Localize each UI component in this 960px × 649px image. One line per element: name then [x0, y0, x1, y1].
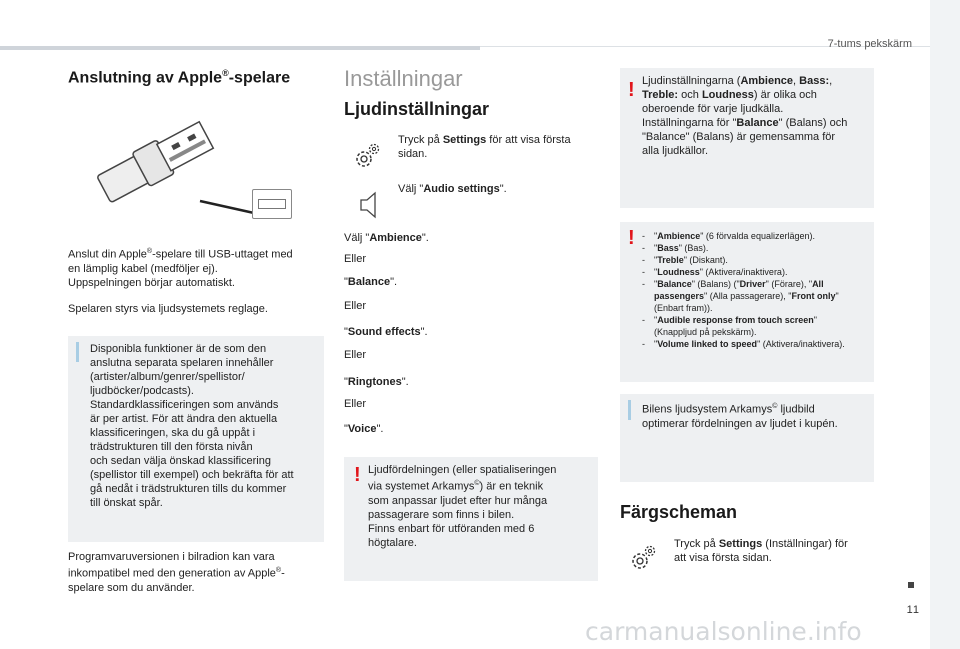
audio-options-list [642, 230, 874, 350]
speaker-icon [358, 190, 388, 220]
section-title-audio: Ljudinställningar [344, 99, 490, 119]
option-sound-effects: "Sound effects". [344, 326, 428, 338]
list-item: passengers" (Alla passagerare), "Front only" [654, 291, 839, 301]
option-voice: "Voice". [344, 423, 384, 435]
option-or-4: Eller [344, 398, 367, 410]
list-item: - "Loudness" (Aktivera/inaktivera). [642, 267, 788, 277]
paragraph-connect: Anslut din Apple®-spelare till USB-uttaget med en lämplig kabel (medföljer ej). Uppspelningen börjar automatiskt. [68, 248, 293, 289]
page-title-settings: Inställningar [344, 66, 463, 91]
option-balance: "Balance". [344, 276, 398, 288]
usb-illustration [68, 103, 324, 221]
page-side-margin [930, 0, 960, 649]
running-header: 7-tums pekskärm [827, 38, 912, 50]
paragraph-controls: Spelaren styrs via ljudsystemets reglage. [68, 302, 268, 315]
warning-box-settings [620, 68, 874, 208]
option-ambience: Välj "Ambience". [344, 232, 429, 244]
settings-gear-icon [352, 142, 382, 172]
section-title-apple: Anslutning av Apple®-spelare [68, 68, 291, 87]
column-apple-player [68, 68, 324, 316]
list-item: - "Ambience" (6 förvalda equalizerlägen). [642, 231, 815, 241]
info-box-arkamys [620, 394, 874, 482]
paragraph-compat: Programvaruversionen i bilradion kan vara inkompatibel med den generation av Apple®- spelare som du använder. [68, 551, 285, 594]
list-item: (Enbart fram)). [654, 303, 713, 313]
warning-box-list [620, 222, 874, 382]
info-text-functions: Disponibla funktioner är de som den anslutna separata spelaren innehåller (artister/album/genrer/spellistor/ ljudböcker/podcasts). Standardklassificeringen som används är per artist. För att ändra den aktuella klassificeringen, ska du gå uppåt i trädstrukturen till den första nivån och sedan välja önskad klassificering (spellistor till exempel) och bekräfta för att gå nedåt i trädstrukturen tills du kommer till önskat spår. [90, 343, 294, 509]
option-or-3: Eller [344, 349, 367, 361]
page-marker [908, 582, 914, 588]
step-open-settings: Tryck på Settings för att visa första sidan. [398, 134, 571, 160]
warning-icon: ! [628, 79, 635, 101]
warning-icon: ! [628, 227, 635, 249]
list-item: - "Bass" (Bas). [642, 243, 709, 253]
header-rule-left [0, 46, 480, 50]
watermark: carmanualsonline.info [585, 617, 862, 646]
warning-text-spatial: Ljudfördelningen (eller spatialiseringen via systemet Arkamys©) är en teknik som anpassar ljudet efter hur många passagerare som finns i bilen. Finns enbart för utföranden med 6 högtalare. [368, 464, 557, 549]
usb-port-icon [252, 189, 292, 219]
list-item: - "Volume linked to speed" (Aktivera/inaktivera). [642, 339, 845, 349]
info-box-functions [68, 336, 324, 542]
info-text-arkamys: Bilens ljudsystem Arkamys© ljudbild optimerar fördelningen av ljudet i kupén. [642, 403, 838, 430]
warning-icon: ! [354, 464, 361, 486]
step-color-settings: Tryck på Settings (Inställningar) för att visa första sidan. [674, 538, 848, 564]
option-or-1: Eller [344, 253, 367, 265]
info-bar-icon [76, 342, 79, 362]
page-number: 11 [906, 604, 920, 616]
list-item: (Knappljud på pekskärm). [654, 327, 757, 337]
settings-gear-icon [628, 544, 658, 574]
list-item: - "Balance" (Balans) ("Driver" (Förare), "All [642, 279, 824, 289]
option-or-2: Eller [344, 300, 367, 312]
info-bar-icon [628, 400, 631, 420]
section-title-colors: Färgscheman [620, 502, 738, 522]
list-item: - "Audible response from touch screen" [642, 315, 817, 325]
list-item: - "Treble" (Diskant). [642, 255, 728, 265]
step-audio-settings: Välj "Audio settings". [398, 183, 507, 195]
warning-box-spatial [344, 457, 598, 581]
option-ringtones: "Ringtones". [344, 376, 409, 388]
warning-text-settings: Ljudinställningarna (Ambience, Bass:, Treble: och Loudness) är olika och oberoende för varje ljudkälla. Inställningarna för "Balance" (Balans) och "Balance" (Balans) är gemensamma för alla ljudkällor. [642, 75, 848, 157]
